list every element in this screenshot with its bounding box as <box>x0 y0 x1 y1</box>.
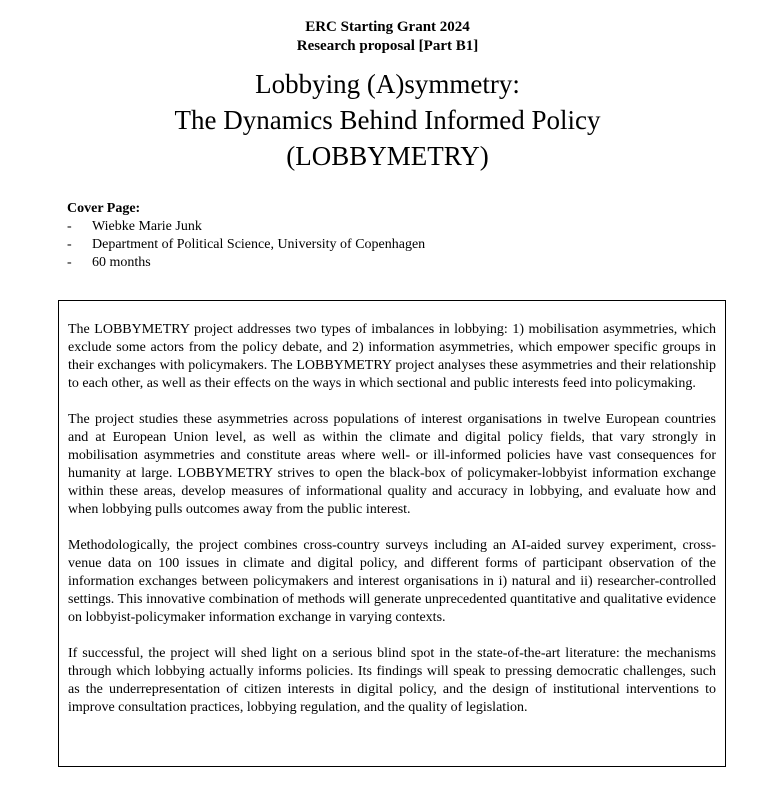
list-dash: - <box>67 237 72 252</box>
project-duration: 60 months <box>92 255 151 270</box>
list-dash: - <box>67 219 72 234</box>
list-item <box>67 218 425 236</box>
abstract-paragraph-3: Methodologically, the project combines cross-country surveys including an AI-aided survey experiment, cross-venue data on 100 issues in climate and digital policy, and different forms of participant observation of the information exchanges between policymakers and interest organisations in i) natural and ii) researcher-controlled settings. This innovative combination of methods will generate unprecedented quantitative and qualitative evidence on lobbyist-policymaker information exchange in varying contexts. <box>68 538 716 625</box>
proposal-heading: Research proposal [Part B1] <box>296 38 479 54</box>
abstract-paragraph-1: The LOBBYMETRY project addresses two types of imbalances in lobbying: 1) mobilisation asymmetries, which exclude some actors from the policy debate, and 2) information asymmetries, which empower specific groups in their exchanges with policymakers. The LOBBYMETRY project analyses these asymmetries and their relationship to each other, as well as their effects on the ways in which sectional and public interests feed into policymaking. <box>68 322 716 391</box>
document-title <box>0 66 775 174</box>
cover-page-label: Cover Page: <box>67 201 141 216</box>
title-line-3: (LOBBYMETRY) <box>286 141 489 171</box>
abstract-box <box>58 300 726 767</box>
cover-page-list <box>67 218 425 272</box>
title-line-1: Lobbying (A)symmetry: <box>255 69 520 99</box>
abstract-paragraph-4: If successful, the project will shed light on a serious blind spot in the state-of-the-art literature: the mechanisms through which lobbying actually informs policies. Its findings will speak to pressing democratic challenges, such as the underrepresentation of citizen interests in digital policy, and the design of institutional interventions to improve consultation practices, lobbying regulation, and the quality of legislation. <box>68 646 716 715</box>
cover-page-section <box>67 200 425 272</box>
list-dash: - <box>67 255 72 270</box>
principal-investigator: Wiebke Marie Junk <box>92 219 202 234</box>
grant-heading: ERC Starting Grant 2024 <box>305 19 470 35</box>
abstract-paragraph-2: The project studies these asymmetries across populations of interest organisations in twelve European countries and at European Union level, as well as within the climate and digital policy fields, that vary strongly in mobilisation asymmetries and constitute areas where well- or ill-informed policies have vast consequences for humanity at large. LOBBYMETRY strives to open the black-box of policymaker-lobbyist information exchange within these areas, develop measures of informational quality and accuracy in lobbying, and evaluate how and when lobbying pulls outcomes away from the public interest. <box>68 412 716 517</box>
list-item <box>67 236 425 254</box>
document-header <box>0 18 775 174</box>
host-institution: Department of Political Science, University of Copenhagen <box>92 237 426 252</box>
title-line-2: The Dynamics Behind Informed Policy <box>174 105 601 135</box>
list-item <box>67 254 425 272</box>
